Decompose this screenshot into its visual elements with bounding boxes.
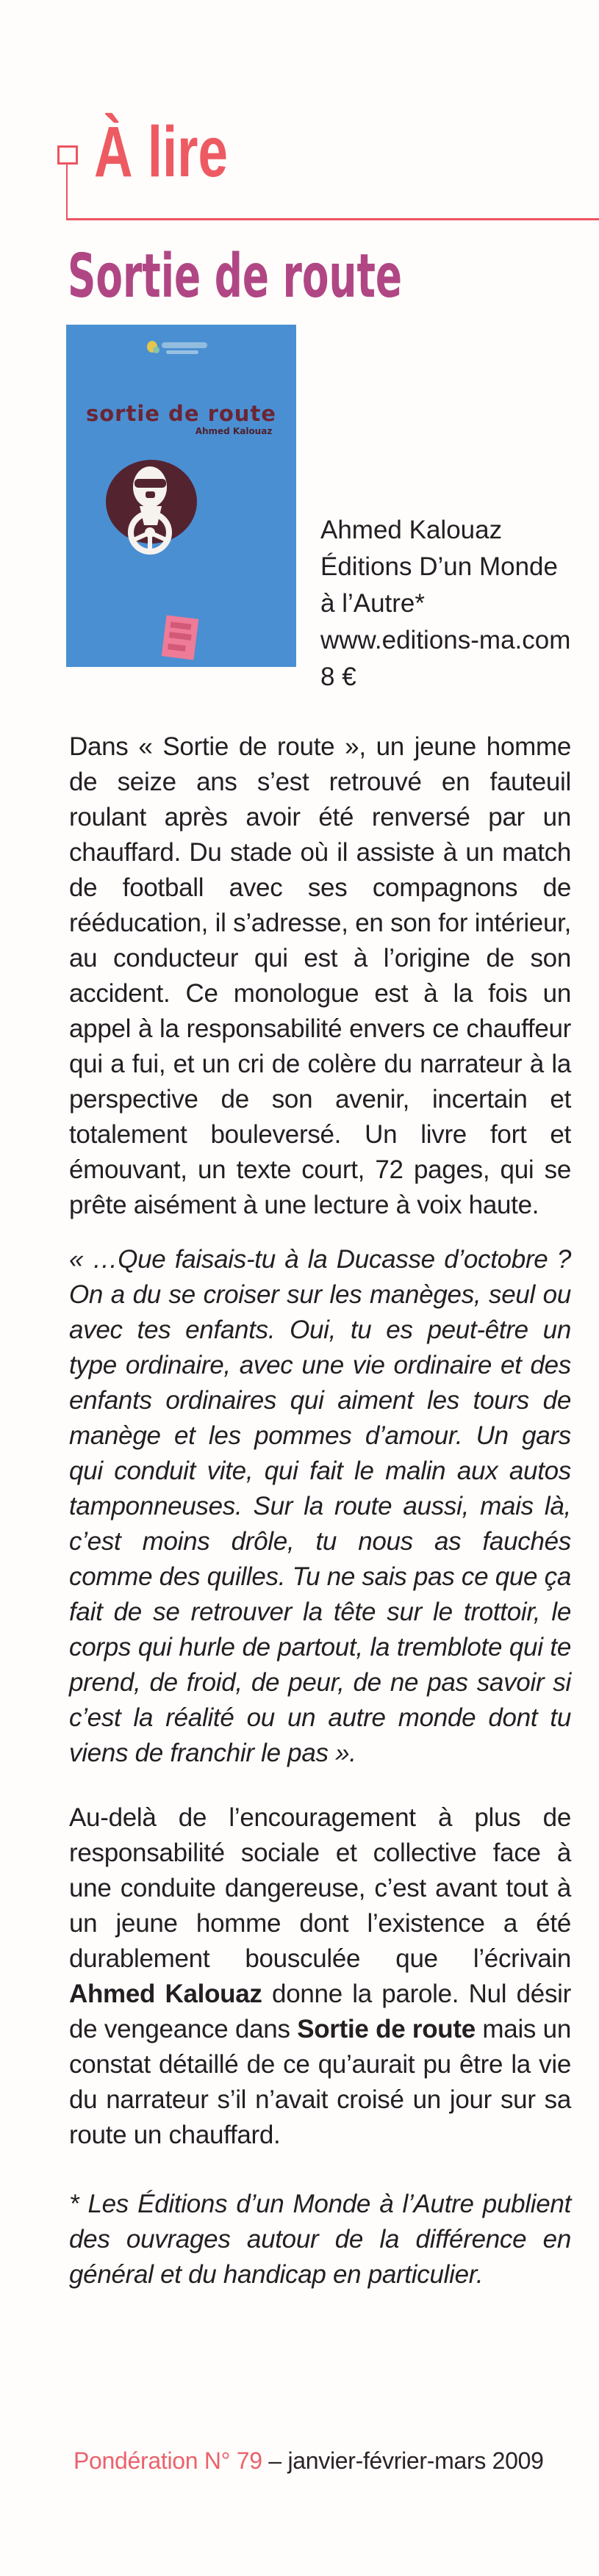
issue-date: – janvier-février-mars 2009 — [262, 2447, 544, 2474]
book-author: Ahmed Kalouaz — [320, 516, 503, 544]
book-title-bold: Sortie de route — [297, 2015, 476, 2043]
publisher-logo-icon — [146, 336, 219, 358]
book-price: 8 € — [320, 663, 356, 691]
section-divider-rule — [66, 218, 599, 220]
book-excerpt-quote: « …Que faisais-tu à la Ducasse d’octobre ? On a du se croiser sur les manèges, seul ou avec tes enfants. Oui, tu es peut-être un type ordinaire, avec une vie ordinaire et des enfants ordinaires qui aiment les tours de manège et les pommes d’amour. Un gars qui conduit vite, qui fait le malin aux autos tamponneuses. Sur la route aussi, mais là, c’est moins drôle, tu nous as fauchés comme des quilles. Tu ne sais pas ce que ça fait de se retrouver la tête sur le trottoir, le corps qui hurle de partout, la tremblote qui te prend, de froid, de peur, de ne pas savoir si c’est la réalité ou un autre monde dont tu viens de franchir le pas ». — [69, 1245, 571, 1767]
paragraph-text: Au-delà de l’encouragement à plus de responsabilité sociale et collective face à une conduite dangereuse, c’est avant tout à un jeune homme dont l’existence a été durablement bousculée que l’écrivain — [69, 1803, 571, 1973]
page-footer — [73, 2447, 544, 2475]
section-marker-square — [57, 145, 78, 165]
sticker-mark — [169, 632, 192, 641]
section-marker-line — [66, 162, 68, 220]
book-cover-image — [66, 325, 296, 667]
sticker-mark — [168, 643, 186, 652]
price-sticker — [162, 616, 198, 660]
sticker-mark — [171, 621, 192, 629]
article-title: Sortie de route — [68, 242, 403, 311]
driver-figure-illustration — [103, 459, 202, 562]
logo-text-blur — [166, 350, 198, 354]
review-paragraph-2 — [69, 1800, 571, 2153]
book-website: www.editions-ma.com — [320, 626, 571, 654]
publisher-footnote: * Les Éditions d’un Monde à l’Autre publient des ouvrages autour de la différence en général et du handicap en particulier. — [69, 2190, 571, 2289]
magazine-name: Pondération N° 79 — [73, 2447, 262, 2474]
review-paragraph-1: Dans « Sortie de route », un jeune homme de seize ans s’est retrouvé en fauteuil roulant après avoir été renversé par un chauffard. Du stade où il assiste à un match de football avec ses compagnons de rééducation, il s’adresse, en son for intérieur, au conducteur qui est à l’origine de son accident. Ce monologue est à la fois un appel à la responsabilité envers ce chauffeur qui a fui, et un cri de colère du narrateur à la perspective de son avenir, incertain et totalement bouleversé. Un livre fort et émouvant, un texte court, 72 pages, qui se prête aisément à une lecture à voix haute. — [69, 732, 571, 1219]
logo-dot — [153, 347, 159, 353]
book-publisher-line-2: à l’Autre* — [320, 589, 426, 618]
paragraph-text: mais un constat détaillé de ce qu’aurait pu être la vie du narrateur s’il n’avait croisé un jour sur sa route un chauffard. — [69, 2015, 571, 2149]
book-cover-author: Ahmed Kalouaz — [195, 426, 273, 436]
book-publisher-line-1: Éditions D’un Monde — [320, 552, 558, 581]
author-name-bold: Ahmed Kalouaz — [69, 1980, 262, 2008]
book-cover-title: sortie de route — [86, 401, 276, 426]
paragraph-text: donne la parole. Nul désir de vengeance dans — [69, 1980, 572, 2043]
section-header: À lire — [94, 112, 228, 192]
book-info-block — [320, 512, 570, 696]
logo-text-blur — [162, 342, 207, 348]
review-text-column — [69, 729, 571, 2292]
